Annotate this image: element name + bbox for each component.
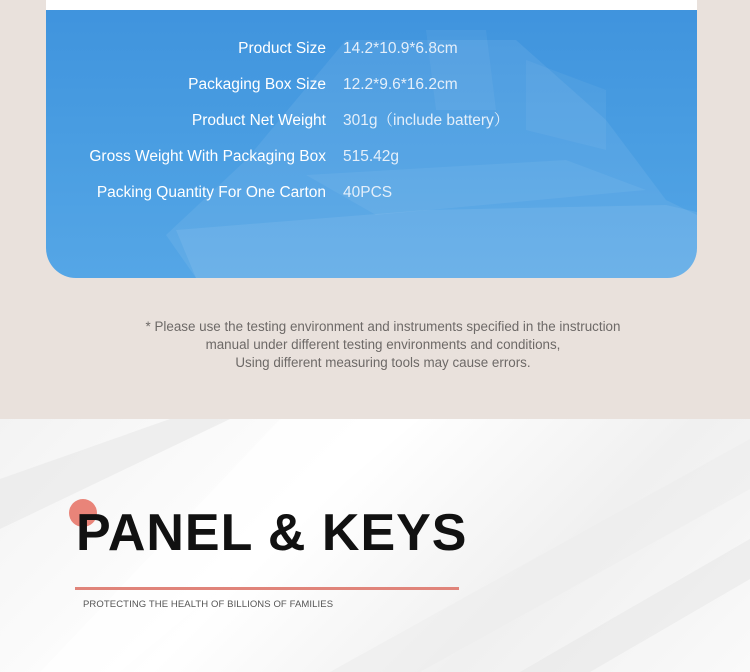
measurement-disclaimer: [0, 318, 750, 372]
spec-value: 14.2*10.9*6.8cm: [343, 40, 458, 57]
spec-value: 40PCS: [343, 184, 393, 201]
spec-label: Packaging Box Size: [188, 76, 326, 93]
spec-row-gross-weight: [46, 145, 697, 169]
disclaimer-line: manual under different testing environments and conditions,: [205, 337, 561, 352]
section-title: PANEL & KEYS: [76, 504, 468, 562]
spec-row-packaging-box-size: [46, 73, 697, 97]
spec-row-product-size: [46, 37, 697, 61]
spec-row-packing-quantity: [46, 181, 697, 205]
section-tagline: PROTECTING THE HEALTH OF BILLIONS OF FAMILIES: [83, 599, 334, 610]
specifications-card: [46, 0, 697, 278]
spec-row-product-net-weight: [46, 109, 697, 133]
spec-value: 301g（include battery）: [343, 112, 510, 129]
panel-keys-section: [0, 419, 750, 672]
spec-label: Gross Weight With Packaging Box: [89, 148, 326, 165]
spec-value: 515.42g: [343, 148, 400, 165]
top-white-strip: [46, 0, 697, 10]
disclaimer-line: Using different measuring tools may cause errors.: [235, 355, 531, 370]
spec-value: 12.2*9.6*16.2cm: [343, 76, 458, 93]
title-underline: [75, 587, 459, 590]
spec-label: Product Size: [238, 40, 326, 57]
spec-label: Product Net Weight: [191, 112, 326, 129]
disclaimer-line: * Please use the testing environment and instruments specified in the instruction: [145, 319, 621, 334]
spec-label: Packing Quantity For One Carton: [96, 184, 326, 201]
